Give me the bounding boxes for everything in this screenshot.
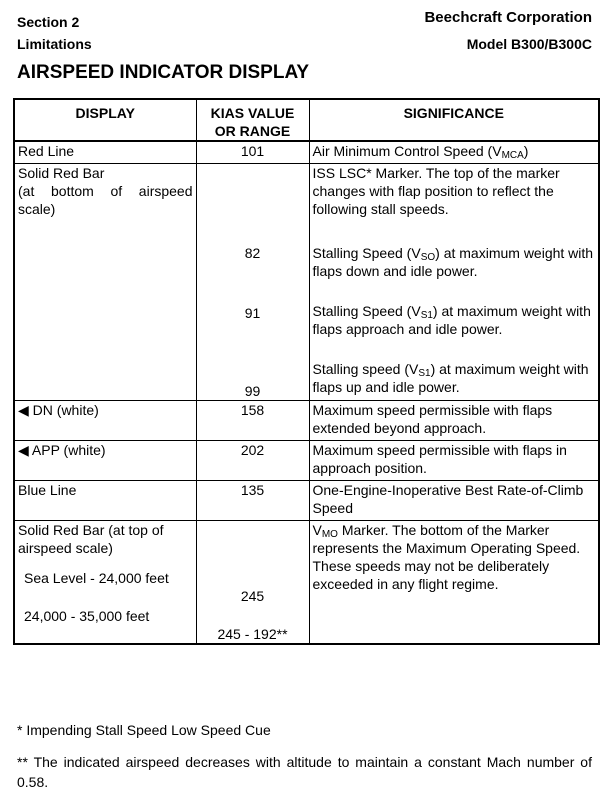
cell-display: Red Line bbox=[14, 141, 196, 163]
cell-display: Blue Line bbox=[14, 480, 196, 520]
cell-value: 135 bbox=[196, 480, 309, 520]
table-row bbox=[14, 163, 599, 400]
cell-value: 158 bbox=[196, 400, 309, 440]
cell-value: 82 91 99 bbox=[196, 163, 309, 400]
cell-value: 245 245 - 192** bbox=[196, 520, 309, 644]
section-label: Section 2 bbox=[17, 14, 80, 30]
corporation-label: Beechcraft Corporation bbox=[424, 9, 592, 26]
limitations-label: Limitations bbox=[17, 36, 92, 52]
airspeed-table bbox=[13, 98, 600, 645]
header-significance: SIGNIFICANCE bbox=[309, 99, 599, 141]
cell-significance: One-Engine-Inoperative Best Rate-of-Climb Speed bbox=[309, 480, 599, 520]
table-row bbox=[14, 440, 599, 480]
table-header-row bbox=[14, 99, 599, 141]
footnote-stall-cue: * Impending Stall Speed Low Speed Cue bbox=[17, 722, 271, 738]
cell-value: 202 bbox=[196, 440, 309, 480]
cell-significance: $V_{MO}$ Marker. The bottom of the Marker represents the Maximum Operating Speed. These speeds may not be deliberately exceeded in any flight regime. bbox=[309, 520, 599, 644]
cell-display: ◀ DN (white) bbox=[14, 400, 196, 440]
cell-display: Solid Red Bar (at bottom of airspeed scale) bbox=[14, 163, 196, 400]
cell-significance: Air Minimum Control Speed $(V_{MCA})$ bbox=[309, 141, 599, 163]
table-row bbox=[14, 520, 599, 644]
header-display: DISPLAY bbox=[14, 99, 196, 141]
header-kias: KIAS VALUE OR RANGE bbox=[196, 99, 309, 141]
cell-significance: ISS LSC* Marker. The top of the marker changes with flap position to reflect the following stall speeds. Stalling Speed $(V_{SO})$ at maximum weight with flaps down and idle power. Stalling Speed $(V_{S1})$ at maximum weight with flaps approach and idle power. Stalling speed $(V_{S1})$ at maximum weight with flaps up and idle power. bbox=[309, 163, 599, 400]
table-row bbox=[14, 480, 599, 520]
cell-display: Solid Red Bar (at top of airspeed scale) Sea Level - 24,000 feet 24,000 - 35,000 feet bbox=[14, 520, 196, 644]
left-arrow-icon: ◀ bbox=[18, 401, 29, 418]
cell-display: ◀ APP (white) bbox=[14, 440, 196, 480]
model-label: Model B300/B300C bbox=[466, 36, 592, 52]
table-row bbox=[14, 141, 599, 163]
left-arrow-icon: ◀ bbox=[18, 441, 29, 458]
cell-significance: Maximum speed permissible with flaps in approach position. bbox=[309, 440, 599, 480]
footnote-mach: ** The indicated airspeed decreases with altitude to maintain a constant Mach number of 0.58. bbox=[17, 754, 592, 790]
table-row bbox=[14, 400, 599, 440]
cell-value: 101 bbox=[196, 141, 309, 163]
cell-significance: Maximum speed permissible with flaps extended beyond approach. bbox=[309, 400, 599, 440]
page-title: AIRSPEED INDICATOR DISPLAY bbox=[17, 62, 310, 83]
